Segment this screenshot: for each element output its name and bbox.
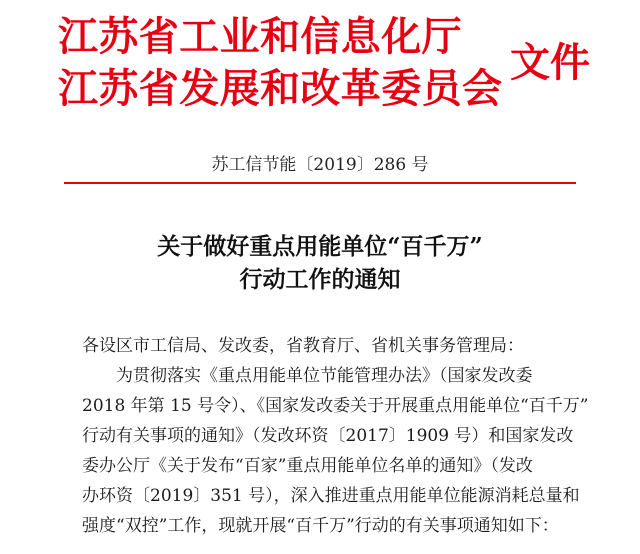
paragraph-line: 行动有关事项的通知》（发改环资〔2017〕1909 号）和国家发改 <box>82 426 574 446</box>
document-title-line-1: 关于做好重点用能单位“百千万” <box>157 233 483 260</box>
document-header <box>58 8 598 118</box>
paragraph-line: 强度“双控”工作，现就开展“百千万”行动的有关事项通知如下： <box>82 516 559 536</box>
document-type-label: 文件 <box>510 39 590 86</box>
issuer-line-2: 江苏省发展和改革委员会 <box>58 65 503 112</box>
issuer-line-1: 江苏省工业和信息化厅 <box>58 13 462 60</box>
paragraph-line: 办环资〔2019〕351 号），深入推进重点用能单位能源消耗总量和 <box>82 486 580 506</box>
document-body <box>82 331 589 541</box>
salutation: 各设区市工信局、发改委，省教育厅、省机关事务管理局： <box>82 336 524 356</box>
document-title-line-2: 行动工作的通知 <box>239 266 401 293</box>
paragraph-line: 为贯彻落实《重点用能单位节能管理办法》（国家发改委 <box>116 366 533 386</box>
paragraph-line: 委办公厅《关于发布“百家”重点用能单位名单的通知》（发改 <box>82 456 533 476</box>
document-number: 苏工信节能〔2019〕286 号 <box>211 155 429 175</box>
paragraph-line: 2018 年第 15 号令）、《国家发改委关于开展重点用能单位“百千万” <box>82 396 589 416</box>
red-divider-line <box>64 182 576 184</box>
